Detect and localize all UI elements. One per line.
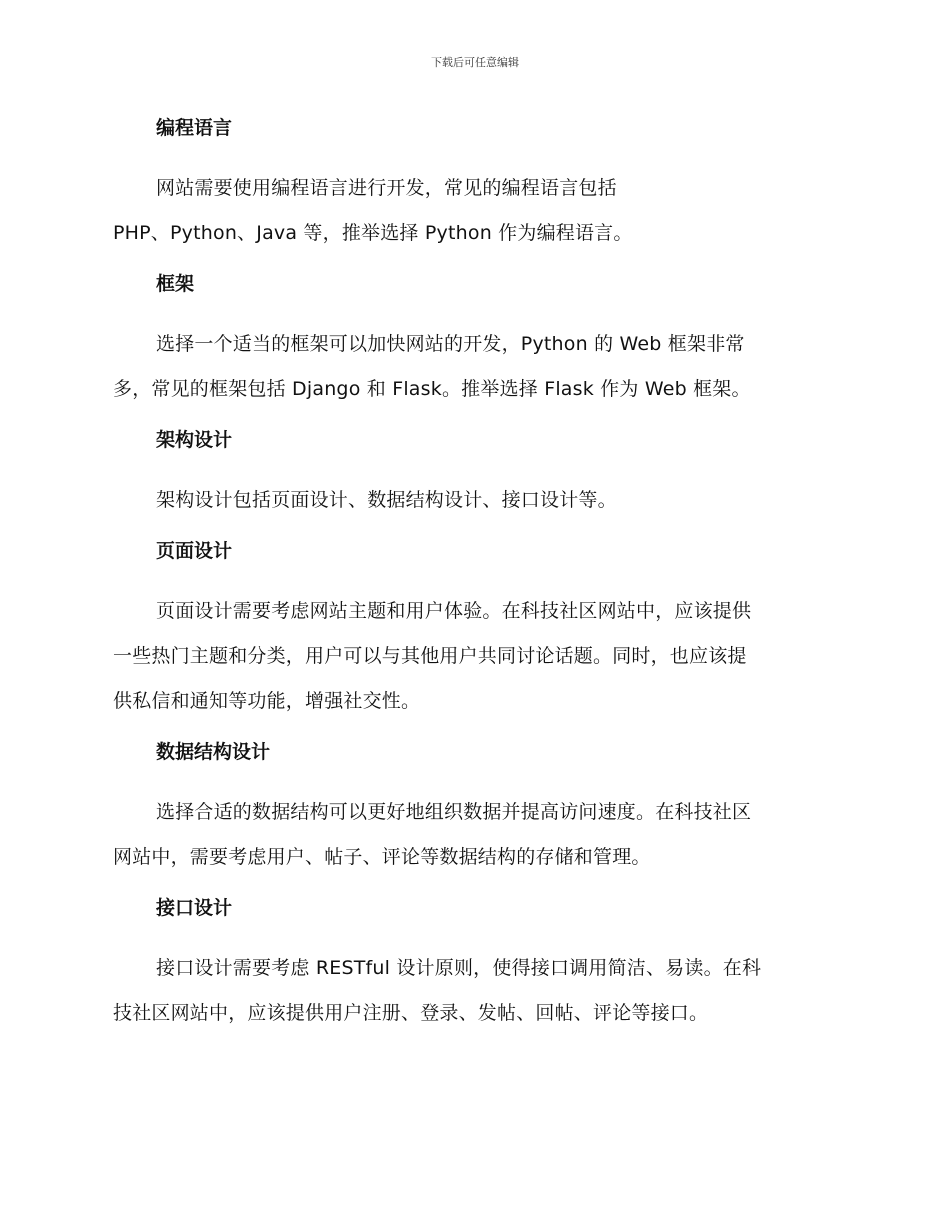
paragraph-line: 供私信和通知等功能，增强社交性。 bbox=[113, 690, 421, 712]
paragraph-line: 一些热门主题和分类，用户可以与其他用户共同讨论话题。同时，也应该提 bbox=[113, 645, 747, 667]
paragraph-line: 技社区网站中，应该提供用户注册、登录、发帖、回帖、评论等接口。 bbox=[113, 1002, 709, 1024]
section-paragraph bbox=[113, 322, 833, 412]
paragraph-line: 页面设计需要考虑网站主题和用户体验。在科技社区网站中，应该提供 bbox=[156, 600, 752, 622]
paragraph-line: 选择合适的数据结构可以更好地组织数据并提高访问速度。在科技社区 bbox=[156, 801, 752, 823]
section-paragraph bbox=[113, 946, 833, 1036]
section-title: 框架 bbox=[156, 273, 195, 295]
section-title: 架构设计 bbox=[156, 429, 233, 451]
section-paragraph bbox=[113, 790, 833, 880]
section-paragraph bbox=[113, 589, 833, 724]
paragraph-line: PHP、Python、Java 等，推举选择 Python 作为编程语言。 bbox=[113, 222, 633, 244]
document-body bbox=[113, 112, 833, 1048]
section-title: 接口设计 bbox=[156, 897, 233, 919]
section-title: 数据结构设计 bbox=[156, 741, 271, 763]
section-title: 编程语言 bbox=[156, 117, 233, 139]
paragraph-line: 接口设计需要考虑 RESTful 设计原则，使得接口调用简洁、易读。在科 bbox=[156, 957, 762, 979]
section-paragraph bbox=[113, 166, 833, 256]
section-title: 页面设计 bbox=[156, 540, 233, 562]
paragraph-line: 选择一个适当的框架可以加快网站的开发，Python 的 Web 框架非常 bbox=[156, 333, 745, 355]
paragraph-line: 网站需要使用编程语言进行开发，常见的编程语言包括 bbox=[156, 177, 617, 199]
paragraph-line: 多，常见的框架包括 Django 和 Flask。推举选择 Flask 作为 Web 框架。 bbox=[113, 378, 751, 400]
paragraph-line: 架构设计包括页面设计、数据结构设计、接口设计等。 bbox=[156, 489, 617, 511]
paragraph-line: 网站中，需要考虑用户、帖子、评论等数据结构的存储和管理。 bbox=[113, 846, 651, 868]
section-paragraph bbox=[113, 478, 833, 523]
header-note: 下载后可任意编辑 bbox=[431, 56, 519, 69]
